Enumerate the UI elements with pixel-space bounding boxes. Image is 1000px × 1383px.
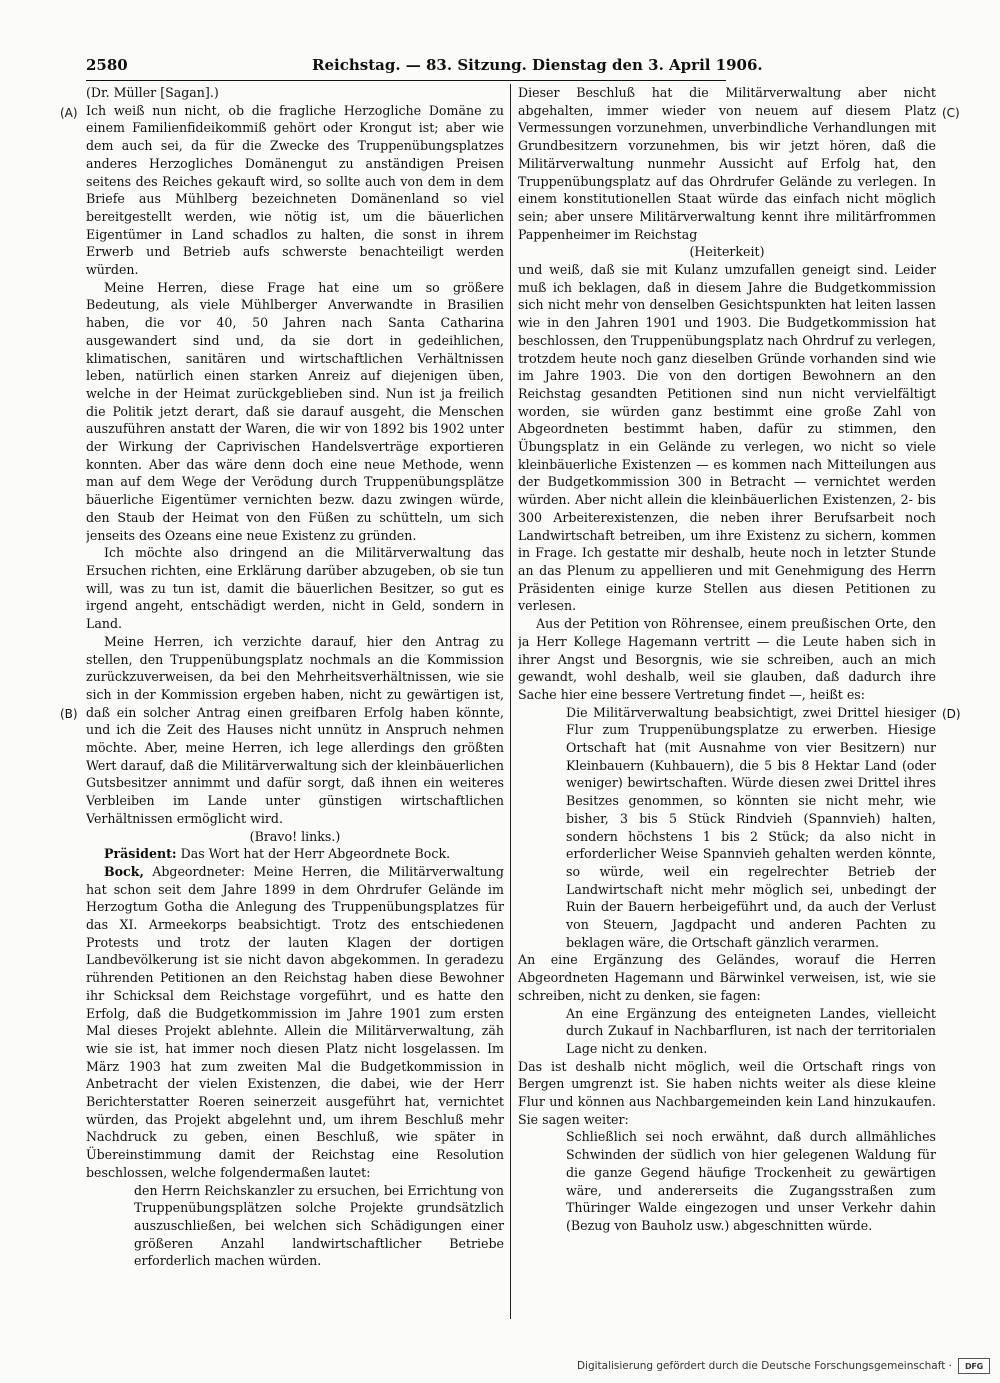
left-column [86,84,504,1319]
margin-marker-b: (B) [60,707,78,721]
applause-note: (Bravo! links.) [249,828,341,844]
page-number: 2580 [86,56,128,74]
president-text: Das Wort hat der Herr Abgeordnete Bock. [180,846,451,862]
paragraph: und weiß, daß sie mit Kulanz umzufallen geneigt sind. Leider muß ich beklagen, daß in diesem Jahre die Budgetkommission sich nicht mehr von denselben Gesichtspunkten hat leiten lassen wie in den Jahren 1901 und 1903. Die Budgetkommission hat beschlossen, den Truppenübungsplatz nach Ohrdruf zu verlegen, trotzdem heute noch ganz dieselben Gründe vorhanden sind wie im Jahre 1903. Die von den dortigen Bewohnern an den Reichstag gesandten Petitionen sind nun nicht vervielfältigt worden, sie würden ganz bestimmt eine große Zahl von Abgeordneten bestimmt haben, dafür zu stimmen, den Übungsplatz in ein Gelände zu verlegen, wo nicht so viele kleinbäuerliche Existenzen — es kommen nach Mitteilungen aus der Budgetkommission 300 in Betracht — vernichtet werden würden. Aber nicht allein die kleinbäuerlichen Existenzen, 2- bis 300 Arbeiterexistenzen, die neben ihrer Berufsarbeit noch Landwirtschaft betreiben, um ihre Existenz zu sichern, kommen in Frage. Ich gestatte mir deshalb, heute noch in letzter Stunde an das Plenum zu appellieren und mit Genehmigung des Herrn Präsidenten einige kurze Stellen aus diesen Petitionen zu verlesen. [518,262,936,614]
margin-marker-a: (A) [60,106,78,120]
laughter-note: (Heiterkeit) [689,244,765,260]
margin-marker-d: (D) [942,707,961,721]
column-divider [510,84,511,1319]
paragraph: An eine Ergänzung des Geländes, worauf die Herren Abgeordneten Hagemann und Bärwinkel verweisen, ist, wie sie schreiben, nicht zu denken, sie fagen: [518,952,936,1003]
bock-paragraph [86,863,504,1182]
paragraph: Das ist deshalb nicht möglich, weil die Ortschaft rings von Bergen umgrenzt ist. Sie haben nichts weiter als diese kleine Flur und können aus Nachbargemeinden kein Land hinzukaufen. Sie sagen weiter: [518,1058,936,1127]
page-header [86,56,763,81]
paragraph: Meine Herren, ich verzichte darauf, hier den Antrag zu stellen, den Truppenübungsplatz nochmals an die Kommission zurückzuverweisen, da bei den Mehrheitsverhältnissen, wie sie sich in der Kommission ergeben haben, nicht zu gewärtigen ist, daß ein solcher Antrag einen greifbaren Erfolg haben könnte, und ich die Zeit des Hauses nicht unnütz in Anspruch nehmen möchte. Aber, meine Herren, ich lege allerdings den größten Wert darauf, daß die Militärverwaltung sich der kleinbäuerlichen Gutsbesitzer annimmt und dafür sorgt, daß ihnen ein weiteres Verbleiben im Lande unter günstigen wirtschaftlichen Verhältnissen ermöglicht wird. [86,633,504,826]
president-paragraph [86,845,504,863]
quoted-petition: Die Militärverwaltung beabsichtigt, zwei Drittel hiesiger Flur zum Truppenübungsplatze zu erwerben. Hiesige Ortschaft hat (mit Ausnahme von vier Besitzern) nur Kleinbauern (Kuhbauern), die 5 bis 8 Hektar Land (oder weniger) bewirtschaften. Würde diesen zwei Drittel ihres Besitzes genommen, so könnten sie nicht mehr, wie bisher, 3 bis 5 Stück Rindvieh (Spannvieh) halten, sondern höchstens 1 bis 2 Stück; da also nicht in erforderlicher Weise Spannvieh gehalten werden könnte, so würde, weil ein regelrechter Betrieb der Landwirtschaft nicht mehr möglich sei, unbedingt der Ruin der Bauern herbeigeführt und, da auch der Verlust von Steuern, Jagdpacht und anderen Pachten zu beklagen wäre, die Ortschaft gänzlich verarmen. [566,704,936,950]
paragraph: Aus der Petition von Röhrensee, einem preußischen Orte, den ja Herr Kollege Hagemann vertritt — die Leute haben sich in ihrer Angst und Besorgnis, wie sie schreiben, auch an mich gewandt, wohl deshalb, weil sie glauben, daß dadurch ihre Sache hier eine bessere Vertretung findet —, heißt es: [518,616,936,702]
speaker-name: Bock, [104,863,144,879]
speaker-reference: (Dr. Müller [Sagan].) [86,85,219,100]
quoted-resolution: den Herrn Reichskanzler zu ersuchen, bei Errichtung von Truppenübungsplätzen solche Projekte grundsätzlich auszuschließen, bei welchen sich Schädigungen einer größeren Anzahl landwirtschaftlicher Betriebe erforderlich machen würden. [134,1182,504,1269]
quoted-petition: An eine Ergänzung des enteigneten Landes, vielleicht durch Zukauf in Nachbarfluren, ist nach der territorialen Lage nicht zu denken. [566,1005,936,1056]
digitization-footer [577,1357,990,1375]
margin-marker-c: (C) [942,106,960,120]
quoted-petition: Schließlich sei noch erwähnt, daß durch allmähliches Schwinden der südlich von hier gelegenen Waldung für die ganze Gegend häufige Trockenheit zu gewärtigen wäre, und andererseits die Zugangsstraßen zum Thüringer Walde eingezogen und unser Verkehr dahin (Bezug von Bauholz usw.) abgeschnitten würde. [566,1129,936,1233]
paragraph: Meine Herren, diese Frage hat eine um so größere Bedeutung, als viele Mühlberger Anverwandte in Brasilien haben, die vor 40, 50 Jahren nach Santa Catharina ausgewandert sind und, da sie dort in gedeihlichen, klimatischen, sanitären und wirtschaftlichen Verhältnissen leben, natürlich einen starken Anreiz auf diejenigen üben, welche in der Heimat zurückgeblieben sind. Nun ist ja freilich die Politik jetzt derart, daß sie darauf ausgeht, die Menschen auszuführen anstatt der Waren, die wir von 1892 bis 1902 unter der Wirkung der Caprivischen Handelsverträge exportieren konnten. Aber das wäre denn doch eine neue Methode, wenn man auf dem Wege der Verödung durch Truppenübungsplätze bäuerliche Eigentümer vernichten bezw. dazu zwingen würde, den Staub der Heimat von den Füßen zu schütteln, um sich jenseits des Ozeans eine neue Existenz zu gründen. [86,279,504,543]
dfg-logo-icon: DFG [958,1358,990,1374]
right-column [518,84,936,1319]
paragraph: Ich möchte also dringend an die Militärverwaltung das Ersuchen richten, eine Erklärung darüber abzugeben, ob sie tun will, was zu tun ist, damit die bäuerlichen Besitzer, so gut es irgend angeht, entschädigt werden, nicht in Geld, sondern in Land. [86,545,504,632]
running-title: Reichstag. — 83. Sitzung. Dienstag den 3. April 1906. [312,56,763,74]
footer-text: Digitalisierung gefördert durch die Deutsche Forschungsgemeinschaft · [576,1360,952,1372]
paragraph: Dieser Beschluß hat die Militärverwaltung aber nicht abgehalten, immer wieder von neuem auf diesem Platz Vermessungen vorzunehmen, unverbindliche Verhandlungen mit Grundbesitzern vorzunehmen, bis wir jetzt hören, daß die Militärverwaltung nunmehr Aussicht auf Erfolg hat, den Truppenübungsplatz auf das Ohrdrufer Gelände zu verlegen. In einem konstitutionellen Staat würde das einfach nicht möglich sein; aber unsere Militärverwaltung kennt ihre militärfrommen Pappenheimer im Reichstag [518,85,936,242]
paragraph: Ich weiß nun nicht, ob die fragliche Herzogliche Domäne zu einem Familienfideikommiß gehört oder Krongut ist; aber wie dem auch sei, da für die Zwecke des Truppenübungsplatzes anderes Herzogliches Domänengut zu anständigen Preisen seitens des Reiches gekauft wird, so sollte auch von dem in dem Briefe aus Mühlberg bezeichneten Domänenland so viel bereitgestellt werden, wie nötig ist, um die bäuerlichen Eigentümer in Land schadlos zu halten, die sonst in ihrem Erwerb und Betrieb aufs schwerste benachteiligt werden würden. [86,102,504,278]
bock-text: Abgeordneter: Meine Herren, die Militärverwaltung hat schon seit dem Jahre 1899 in dem Ohrdrufer Gelände im Herzogtum Gotha die Anlegung des Truppenübungsplatzes für das XI. Armeekorps beabsichtigt. Trotz des entschiedenen Protests und trotz der lauten Klagen der dortigen Landbevölkerung ist sie nicht davon abgekommen. In geradezu rührenden Petitionen an den Reichstag haben diese Bewohner ihr Schicksal dem Reichstage vorgeführt, und es hatte den Erfolg, daß die Budgetkommission im Jahre 1901 zum ersten Mal dieses Projekt ablehnte. Allein die Militärverwaltung, zäh wie sie ist, hat immer noch diesen Platz nicht losgelassen. Im März 1903 hat zum zweiten Mal die Budgetkommission in Anbetracht der vielen Existenzen, die dabei, wie der Herr Berichterstatter Roeren seinerzeit ausgeführt hat, vernichtet würden, das Projekt abgelehnt und, um ihrem Beschluß mehr Nachdruck zu geben, einen Beschluß, wie später in Übereinstimmung damit der Reichstag eine Resolution beschlossen, welche folgendermaßen lautet: [86,863,504,1180]
speaker-name: Präsident: [104,846,177,862]
